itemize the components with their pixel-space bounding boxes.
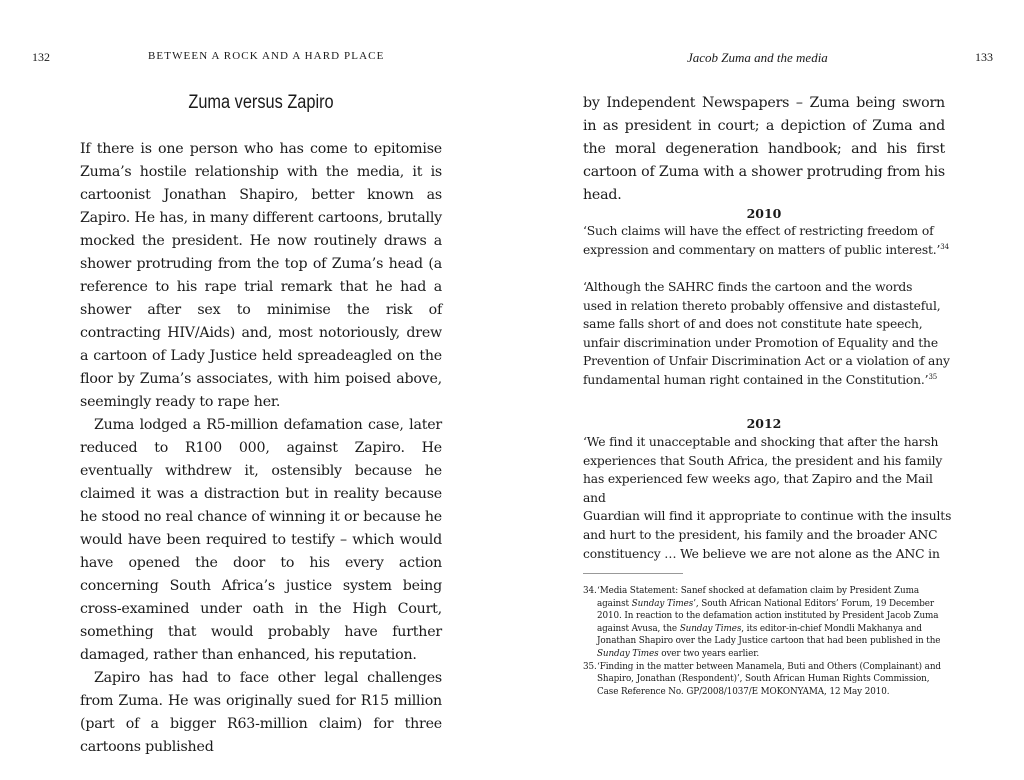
paragraph: If there is one person who has come to epitomise Zuma’s hostile relationship with the media, it is cartoonist Jonathan Shapiro, better known as Zapiro. He has, in many different cartoons, brutally mocked the president. He now routinely draws a shower protruding from the top of Zuma’s head (a reference to his rape trial remark that he had a shower after sex to minimise the risk of contracting HIV/Aids) and, most notoriously, drew a cartoon of Lady Justice held spreadeagled on the floor by Zuma’s associates, with him poised above, seemingly ready to rape her. bbox=[80, 141, 442, 410]
quote-line: same falls short of and does not constitute hate speech, bbox=[583, 317, 923, 332]
footnote-34 bbox=[583, 585, 948, 661]
quote-line: ‘Such claims will have the effect of restricting freedom of bbox=[583, 224, 934, 238]
running-head-left: BETWEEN A ROCK AND A HARD PLACE bbox=[148, 50, 385, 62]
page-number-right: 133 bbox=[975, 50, 993, 64]
quote-line: Guardian will find it appropriate to continue with the insults bbox=[583, 509, 952, 524]
footnote-number: 35. bbox=[583, 661, 597, 672]
quote-line: ‘Although the SAHRC finds the cartoon and the words bbox=[583, 280, 913, 294]
footnote-text: ‘Media Statement: Sanef shocked at defamation claim by President Zuma against Sunday Times’, South African National Editors’ Forum, 19 December 2010. In reaction to the defamation action instituted by President Jacob Zuma against Avusa, the Sunday Times, its editor-in-chief Mondli Makhanya and Jonathan Shapiro over the Lady Justice cartoon that had been published in the Sunday Times over two years earlier. bbox=[597, 586, 941, 659]
quote-line: Prevention of Unfair Discrimination Act or a violation of any bbox=[583, 354, 950, 369]
quote-block bbox=[583, 278, 953, 390]
year-heading-2010: 2010 bbox=[746, 206, 782, 221]
quote-line: has experienced few weeks ago, that Zapiro and the Mail and bbox=[583, 472, 933, 505]
footnotes bbox=[583, 585, 948, 698]
quote-line: constituency … We believe we are not alone as the ANC in bbox=[583, 546, 940, 561]
paragraph: Zuma lodged a R5-million defamation case, later reduced to R100 000, against Zapiro. He eventually withdrew it, ostensibly because he claimed it was a distraction but in reality because he stood no real chance of winning it or because he would have been required to testify – which would have opened the door to his every action concerning South Africa’s justice system being cross-examined under oath in the High Court, something that would probably have further damaged, rather than enhanced, his reputation. bbox=[80, 417, 442, 663]
year-heading-2012: 2012 bbox=[746, 416, 782, 431]
quote-block bbox=[583, 433, 953, 563]
page-number-left: 132 bbox=[32, 50, 50, 64]
right-body-text bbox=[583, 92, 945, 207]
quote-block bbox=[583, 222, 953, 259]
footnote-text: ‘Finding in the matter between Manamela, Buti and Others (Complainant) and Shapiro, Jonathan (Respondent)’, South African Human Rights Commission, Case Reference No. GP/2008/1037/E MOKONYAMA, 12 May 2010. bbox=[597, 661, 941, 697]
right-page bbox=[512, 0, 1024, 780]
quote-line: expression and commentary on matters of public interest.’$^{34}$ bbox=[583, 242, 949, 257]
footnote-number: 34. bbox=[583, 586, 597, 596]
running-head-right: Jacob Zuma and the media bbox=[687, 50, 828, 65]
quote-line: and hurt to the president, his family and the broader ANC bbox=[583, 527, 938, 542]
quote-line: unfair discrimination under Promotion of Equality and the bbox=[583, 335, 938, 350]
chapter-title: Zuma versus Zapiro bbox=[188, 92, 334, 113]
quote-line: used in relation thereto probably offensive and distasteful, bbox=[583, 298, 941, 313]
quote-line: ‘We find it unacceptable and shocking that after the harsh bbox=[583, 435, 939, 449]
footnote-35 bbox=[583, 661, 948, 699]
quote-line: fundamental human right contained in the Constitution.’$^{35}$ bbox=[583, 372, 938, 387]
footnote-marker: 35 bbox=[928, 372, 938, 381]
left-body-text bbox=[80, 138, 442, 759]
footnote-divider bbox=[583, 573, 683, 574]
continuation-paragraph: by Independent Newspapers – Zuma being sworn in as president in court; a depiction of Zuma and the moral degeneration handbook; and his first cartoon of Zuma with a shower protruding from his head. bbox=[583, 95, 945, 203]
quote-line: experiences that South Africa, the president and his family bbox=[583, 453, 943, 468]
paragraph: Zapiro has had to face other legal challenges from Zuma. He was originally sued for R15 million (part of a bigger R63-million claim) for three cartoons published bbox=[80, 670, 442, 755]
footnote-marker: 34 bbox=[940, 242, 949, 251]
